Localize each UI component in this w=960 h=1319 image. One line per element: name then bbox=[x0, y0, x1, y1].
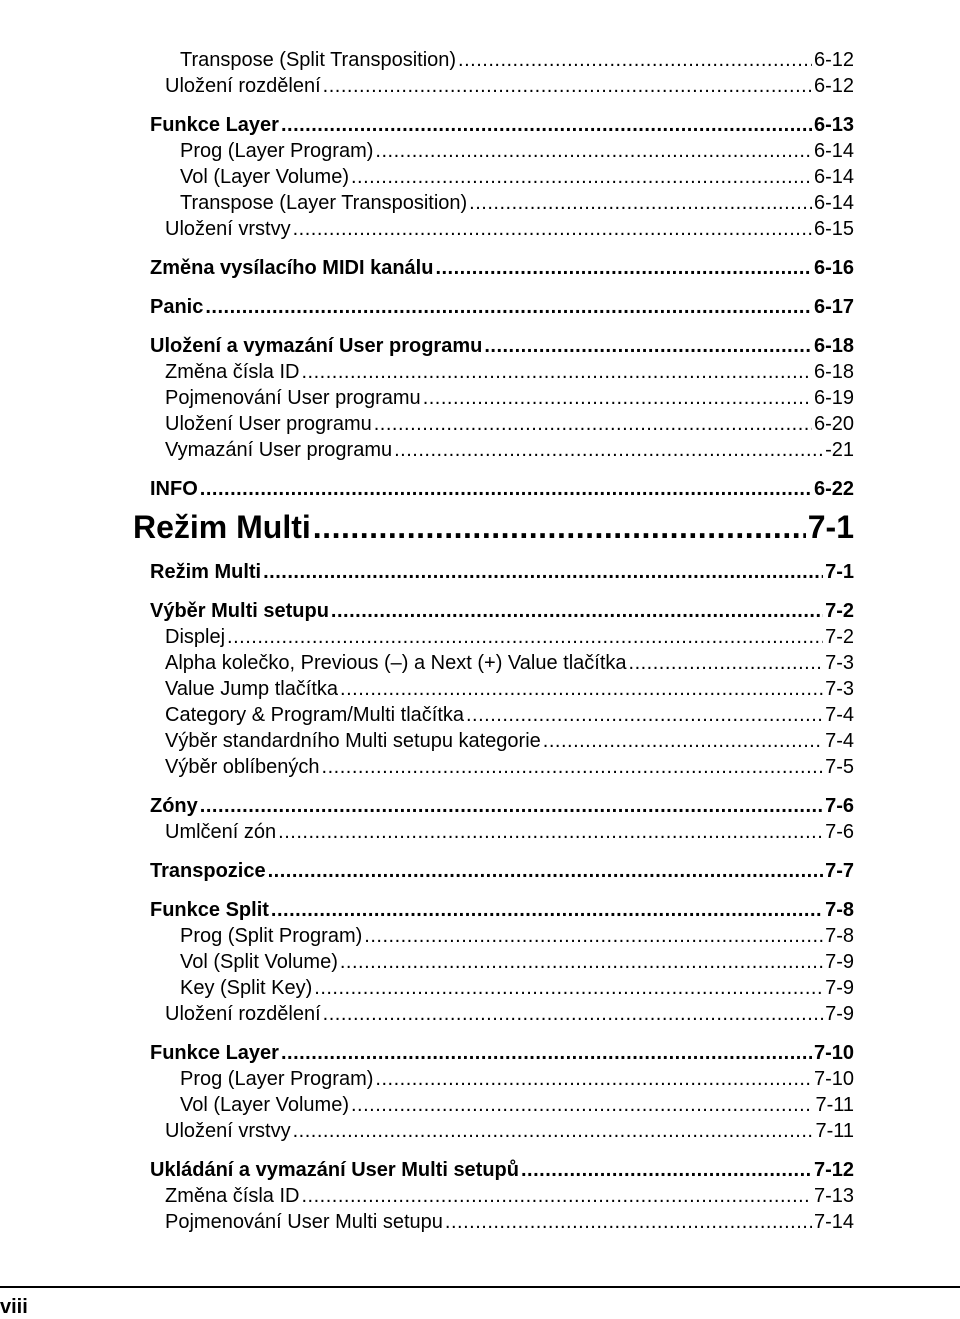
toc-entry-title: Prog (Layer Program) bbox=[180, 140, 374, 162]
toc-entry-title: Value Jump tlačítka bbox=[165, 678, 339, 700]
toc-dot-leader bbox=[301, 359, 811, 385]
toc-entry[interactable] bbox=[0, 702, 960, 728]
toc-entry[interactable] bbox=[0, 164, 960, 190]
toc-dot-leader bbox=[271, 897, 823, 923]
toc-dot-leader bbox=[374, 411, 812, 437]
toc-entry-page: 6-18 bbox=[813, 361, 854, 383]
toc-dot-leader bbox=[314, 975, 823, 1001]
toc-entry-title: Uložení vrstvy bbox=[165, 1120, 291, 1142]
toc-entry-title: Vol (Layer Volume) bbox=[180, 1094, 349, 1116]
toc-entry-title: Prog (Layer Program) bbox=[180, 1068, 374, 1090]
toc-entry-page: 7-6 bbox=[825, 795, 854, 817]
toc-entry-page: 7-9 bbox=[825, 951, 854, 973]
toc-dot-leader bbox=[200, 793, 823, 819]
toc-dot-leader bbox=[423, 385, 812, 411]
toc-entry-page: 6-22 bbox=[813, 478, 854, 500]
toc-entry-title: Pojmenování User Multi setupu bbox=[165, 1211, 443, 1233]
toc-entry-page: 7-5 bbox=[825, 756, 854, 778]
toc-entry[interactable] bbox=[0, 1066, 960, 1092]
toc-entry[interactable] bbox=[0, 754, 960, 780]
toc-dot-leader bbox=[351, 164, 812, 190]
toc-entry-title: Uložení User programu bbox=[165, 413, 372, 435]
toc-entry-title: Uložení rozdělení bbox=[165, 75, 321, 97]
toc-entry[interactable] bbox=[0, 949, 960, 975]
toc-entry-page: 6-14 bbox=[813, 166, 854, 188]
toc-entry-title: Ukládání a vymazání User Multi setupů bbox=[150, 1159, 519, 1181]
toc-dot-leader bbox=[301, 1183, 811, 1209]
toc-entry-page: 7-2 bbox=[825, 600, 854, 622]
toc-dot-leader bbox=[458, 47, 812, 73]
toc-dot-leader bbox=[227, 624, 823, 650]
toc-entry-page: 7-10 bbox=[813, 1042, 854, 1064]
toc-entry-page: 6-17 bbox=[813, 296, 854, 318]
toc-entry-title: Prog (Split Program) bbox=[180, 925, 363, 947]
toc-dot-leader bbox=[469, 190, 812, 216]
toc-entry-title: Category & Program/Multi tlačítka bbox=[165, 704, 464, 726]
toc-dot-leader bbox=[281, 1040, 812, 1066]
toc-entry-title: Funkce Layer bbox=[150, 114, 279, 136]
toc-entry[interactable] bbox=[0, 559, 960, 585]
toc-dot-leader bbox=[435, 255, 812, 281]
toc-entry-title: Uložení a vymazání User programu bbox=[150, 335, 483, 357]
toc-entry-title: Vol (Layer Volume) bbox=[180, 166, 349, 188]
toc-entry-page: 7-12 bbox=[813, 1159, 854, 1181]
toc-entry[interactable] bbox=[0, 47, 960, 73]
footer-rule bbox=[0, 1286, 960, 1288]
toc-dot-leader bbox=[205, 294, 812, 320]
toc-entry-page: 6-14 bbox=[813, 192, 854, 214]
toc-entry-page: 7-7 bbox=[825, 860, 854, 882]
toc-dot-leader bbox=[268, 858, 823, 884]
toc-entry-page: 6-12 bbox=[813, 49, 854, 71]
toc-entry-title: Alpha kolečko, Previous (–) a Next (+) Value tlačítka bbox=[165, 652, 627, 674]
toc-entry[interactable] bbox=[0, 294, 960, 320]
toc-entry[interactable] bbox=[0, 112, 960, 138]
toc-entry[interactable] bbox=[0, 819, 960, 845]
toc-entry[interactable] bbox=[0, 1118, 960, 1144]
toc-entry[interactable] bbox=[0, 385, 960, 411]
toc-entry-title: Uložení vrstvy bbox=[165, 218, 291, 240]
toc-entry-page: 7-8 bbox=[825, 899, 854, 921]
toc-entry[interactable] bbox=[0, 676, 960, 702]
toc-entry[interactable] bbox=[0, 793, 960, 819]
toc-entry-title: Výběr Multi setupu bbox=[150, 600, 329, 622]
toc-entry-page: 7-2 bbox=[825, 626, 854, 648]
toc-entry[interactable] bbox=[0, 1157, 960, 1183]
toc-entry[interactable] bbox=[0, 333, 960, 359]
toc-dot-leader bbox=[340, 949, 823, 975]
toc-entry-page: 7-4 bbox=[825, 730, 854, 752]
toc-entry-page: 6-16 bbox=[813, 257, 854, 279]
toc-dot-leader bbox=[340, 676, 823, 702]
toc-entry[interactable] bbox=[0, 255, 960, 281]
toc-entry-page: 7-10 bbox=[813, 1068, 854, 1090]
toc-entry[interactable] bbox=[0, 624, 960, 650]
toc-entry-title: Transpose (Layer Transposition) bbox=[180, 192, 468, 214]
toc-entry[interactable] bbox=[0, 73, 960, 99]
toc-entry[interactable] bbox=[0, 359, 960, 385]
toc-dot-leader bbox=[521, 1157, 812, 1183]
toc-entry-page: 7-11 bbox=[815, 1120, 854, 1142]
toc-entry-title: Funkce Layer bbox=[150, 1042, 279, 1064]
toc-dot-leader bbox=[364, 923, 823, 949]
toc-entry-title: Změna čísla ID bbox=[165, 361, 300, 383]
toc-entry-page: 7-3 bbox=[825, 652, 854, 674]
toc-entry[interactable] bbox=[0, 1040, 960, 1066]
toc-dot-leader bbox=[351, 1092, 813, 1118]
toc-entry[interactable] bbox=[0, 728, 960, 754]
toc-entry-title: Key (Split Key) bbox=[180, 977, 313, 999]
toc-entry-page: -21 bbox=[825, 439, 854, 461]
toc-chapter-entry[interactable] bbox=[0, 508, 960, 546]
toc-entry-title: Režim Multi bbox=[133, 509, 311, 545]
toc-entry-title: Výběr standardního Multi setupu kategorie bbox=[165, 730, 541, 752]
toc-entry-title: Transpose (Split Transposition) bbox=[180, 49, 457, 71]
toc-dot-leader bbox=[278, 819, 823, 845]
toc-dot-leader bbox=[331, 598, 823, 624]
toc-entry[interactable] bbox=[0, 1001, 960, 1027]
toc-entry-title: Umlčení zón bbox=[165, 821, 277, 843]
toc-dot-leader bbox=[293, 216, 812, 242]
toc-entry[interactable] bbox=[0, 1092, 960, 1118]
toc-dot-leader bbox=[200, 476, 812, 502]
toc-entry-title: Displej bbox=[165, 626, 226, 648]
toc-entry-title: Funkce Split bbox=[150, 899, 269, 921]
toc-entry[interactable] bbox=[0, 1183, 960, 1209]
toc-entry-title: Výběr oblíbených bbox=[165, 756, 320, 778]
toc-dot-leader bbox=[375, 138, 812, 164]
toc-entry-title: Změna vysílacího MIDI kanálu bbox=[150, 257, 434, 279]
toc-entry-page: 6-14 bbox=[813, 140, 854, 162]
toc-entry-page: 7-1 bbox=[807, 509, 854, 545]
toc-entry-page: 6-20 bbox=[813, 413, 854, 435]
toc-dot-leader bbox=[629, 650, 824, 676]
toc-entry-page: 6-13 bbox=[813, 114, 854, 136]
toc-entry[interactable] bbox=[0, 437, 960, 463]
toc-dot-leader bbox=[323, 73, 812, 99]
toc-entry-title: INFO bbox=[150, 478, 198, 500]
toc-entry[interactable] bbox=[0, 411, 960, 437]
toc-entry[interactable] bbox=[0, 923, 960, 949]
toc-entry-title: Pojmenování User programu bbox=[165, 387, 421, 409]
toc-entry-title: Vol (Split Volume) bbox=[180, 951, 338, 973]
toc-dot-leader bbox=[484, 333, 812, 359]
toc-entry-page: 6-18 bbox=[813, 335, 854, 357]
toc-dot-leader bbox=[313, 508, 806, 546]
toc-entry-page: 7-13 bbox=[813, 1185, 854, 1207]
table-of-contents bbox=[0, 47, 960, 1235]
toc-dot-leader bbox=[394, 437, 823, 463]
toc-entry-title: Vymazání User programu bbox=[165, 439, 393, 461]
toc-entry-page: 7-3 bbox=[825, 678, 854, 700]
toc-dot-leader bbox=[445, 1209, 812, 1235]
toc-entry-page: 7-6 bbox=[825, 821, 854, 843]
toc-entry[interactable] bbox=[0, 190, 960, 216]
toc-dot-leader bbox=[466, 702, 823, 728]
toc-entry-title: Panic bbox=[150, 296, 204, 318]
toc-entry-page: 7-9 bbox=[825, 1003, 854, 1025]
toc-dot-leader bbox=[322, 754, 824, 780]
toc-entry[interactable] bbox=[0, 216, 960, 242]
toc-entry-title: Režim Multi bbox=[150, 561, 262, 583]
toc-entry-page: 7-1 bbox=[825, 561, 854, 583]
toc-dot-leader bbox=[543, 728, 823, 754]
toc-entry-page: 6-19 bbox=[813, 387, 854, 409]
toc-entry[interactable] bbox=[0, 598, 960, 624]
toc-entry-title: Transpozice bbox=[150, 860, 266, 882]
toc-dot-leader bbox=[263, 559, 823, 585]
toc-entry-page: 7-11 bbox=[815, 1094, 854, 1116]
toc-entry-title: Uložení rozdělení bbox=[165, 1003, 321, 1025]
toc-entry-page: 7-9 bbox=[825, 977, 854, 999]
toc-entry-page: 6-15 bbox=[813, 218, 854, 240]
toc-entry[interactable] bbox=[0, 476, 960, 502]
toc-entry[interactable] bbox=[0, 1209, 960, 1235]
toc-dot-leader bbox=[281, 112, 812, 138]
toc-entry-title: Zóny bbox=[150, 795, 198, 817]
toc-entry-page: 7-8 bbox=[825, 925, 854, 947]
toc-entry[interactable] bbox=[0, 975, 960, 1001]
toc-entry[interactable] bbox=[0, 650, 960, 676]
toc-entry-page: 7-4 bbox=[825, 704, 854, 726]
toc-entry-title: Změna čísla ID bbox=[165, 1185, 300, 1207]
toc-entry[interactable] bbox=[0, 897, 960, 923]
footer-page-number: viii bbox=[0, 1296, 28, 1318]
toc-dot-leader bbox=[375, 1066, 812, 1092]
toc-dot-leader bbox=[293, 1118, 814, 1144]
toc-entry-page: 6-12 bbox=[813, 75, 854, 97]
toc-entry[interactable] bbox=[0, 858, 960, 884]
toc-dot-leader bbox=[323, 1001, 823, 1027]
toc-entry-page: 7-14 bbox=[813, 1211, 854, 1233]
toc-entry[interactable] bbox=[0, 138, 960, 164]
